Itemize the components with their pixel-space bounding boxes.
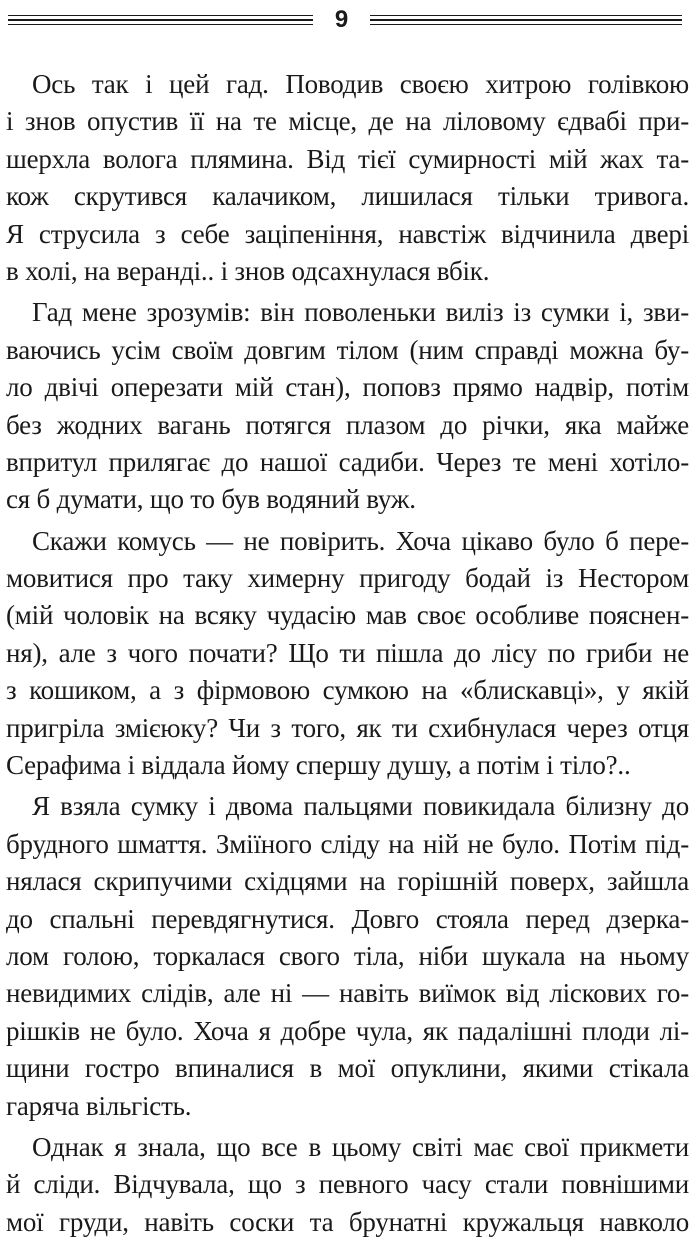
text-line: Гад мене зрозумів: він поволеньки виліз із сумки і, зви- — [32, 297, 689, 328]
paragraph-2 — [6, 294, 689, 518]
text-line: гаряча вільгість. — [6, 1090, 192, 1121]
body-text — [6, 66, 689, 1241]
text-line: лом голою, торкалася свого тіла, ніби шукала на ньому — [6, 940, 689, 971]
text-line: Ось так і цей гад. Поводив своєю хитрою голівкою — [32, 69, 689, 99]
text-line: в холі, на веранді.. і знов одсахнулася вбік. — [6, 255, 490, 286]
text-line: Серафима і віддала йому спершу душу, а потім і тіло?.. — [6, 750, 631, 781]
paragraph-3 — [6, 523, 689, 785]
text-line: нялася скрипучими східцями на горішній поверх, зайшла — [6, 866, 689, 897]
text-line: впритул прилягає до нашої садиби. Через те мені хотіло- — [6, 446, 689, 477]
text-line: з кошиком, а з фірмовою сумкою на «блискавці», у якій — [6, 675, 689, 706]
text-line: мовитися про таку химерну пригоду бодай із Нестором — [6, 563, 689, 594]
text-line: ло двічі оперезати мій стан), поповз прямо надвір, потім — [6, 372, 689, 403]
paragraph-1 — [6, 66, 689, 290]
text-line: брудного шмаття. Зміїного сліду на ній не було. Потім під- — [6, 828, 689, 859]
text-line: пригріла змієюку? Чи з того, як ти схибнулася через отця — [6, 712, 689, 743]
text-line: ня), але з чого почати? Що ти пішла до лісу по гриби не — [6, 637, 689, 668]
text-line: Однак я знала, що все в цьому світі має свої прикмети — [32, 1131, 689, 1162]
header-rule-right — [370, 15, 682, 27]
text-line: Я струсила з себе заціпеніння, навстіж відчинила двері — [6, 218, 689, 249]
text-line: невидимих слідів, але ні — навіть виїмок від ліскових го- — [6, 978, 689, 1009]
text-line: й сліди. Відчувала, що з певного часу стали повнішими — [6, 1169, 689, 1200]
text-line: ся б думати, що то був водяний вуж. — [6, 484, 416, 515]
text-line: Скажи комусь — не повірить. Хоча цікаво було б пере- — [32, 525, 689, 556]
text-line: і знов опустив її на те місце, де на ліловому єдвабі при- — [6, 106, 689, 137]
text-line: до спальні перевдягнутися. Довго стояла перед дзерка- — [6, 903, 689, 934]
header-rule-left — [8, 15, 313, 27]
text-line: Я взяла сумку і двома пальцями повикидала білизну до — [32, 791, 689, 822]
text-line: ваючись усім своїм довгим тілом (ним справді можна бу- — [6, 334, 689, 365]
paragraph-4 — [6, 788, 689, 1125]
text-line: без жодних вагань потягся плазом до річки, яка майже — [6, 409, 689, 440]
page-number: 9 — [334, 6, 349, 33]
paragraph-5 — [6, 1129, 689, 1241]
text-line: рішків не було. Хоча я добре чула, як падалішні плоди лі- — [6, 1015, 689, 1046]
text-line: щини гостро впиналися в мої опуклини, якими стікала — [6, 1053, 689, 1084]
text-line: мої груди, навіть соски та брунатні кружальця навколо — [6, 1206, 689, 1237]
text-line: кож скрутився калачиком, лишилася тільки тривога. — [6, 181, 689, 212]
text-line: (мій чоловік на всяку чудасію мав своє особливе пояснен- — [6, 600, 689, 631]
page-header — [8, 6, 684, 36]
text-line: шерхла волога плямина. Від тієї сумирності мій жах та- — [6, 143, 689, 174]
